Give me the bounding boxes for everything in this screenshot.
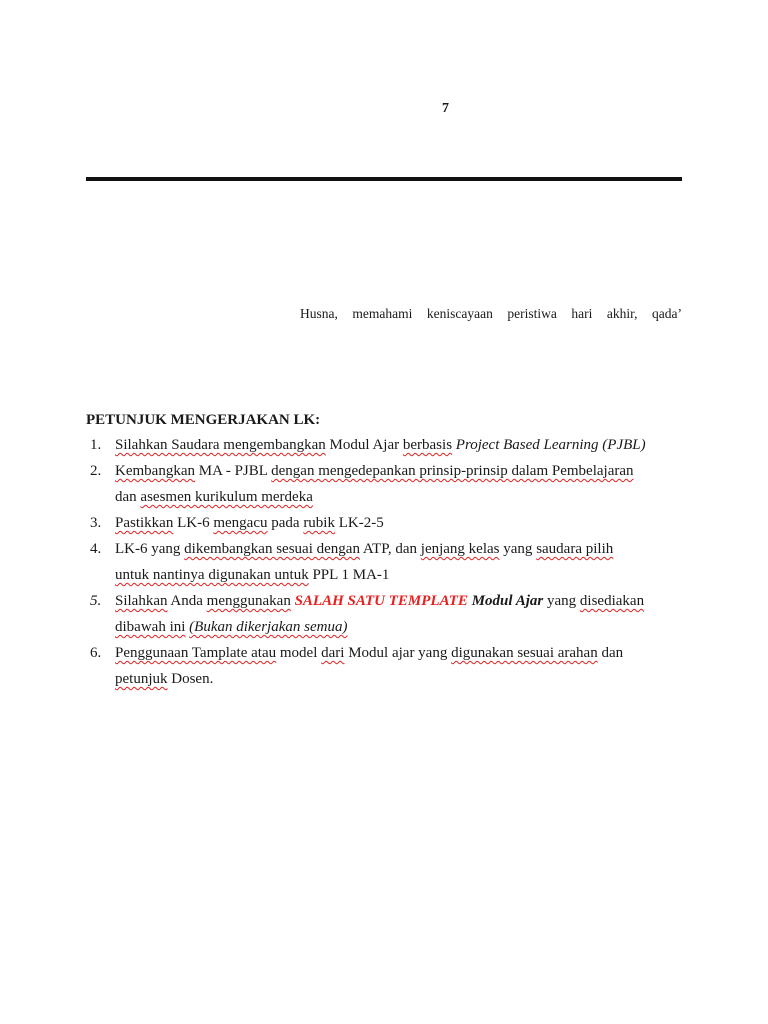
horizontal-rule	[86, 177, 682, 181]
item-text: dan	[115, 489, 141, 505]
item-line-2	[115, 562, 686, 588]
instruction-item	[86, 458, 686, 510]
item-text: Modul ajar yang	[344, 645, 452, 661]
template-emphasis: SALAH SATU TEMPLATE	[294, 593, 468, 609]
item-line-1	[115, 536, 686, 562]
item-text: LK-6 yang	[115, 541, 185, 557]
item-text: Penggunaan Tamplate atau	[115, 645, 277, 661]
item-text: PPL 1 MA-1	[308, 567, 390, 583]
item-text: yang	[543, 593, 580, 609]
item-text: menggunakan	[206, 593, 291, 609]
item-text: dan	[597, 645, 624, 661]
instruction-item	[86, 588, 686, 640]
instruction-item	[86, 510, 686, 536]
item-text: dengan mengedepankan prinsip-prinsip dalam Pembelajaran	[271, 463, 634, 479]
item-line-2	[115, 666, 686, 692]
item-line-1	[115, 588, 686, 614]
item-text: dari	[321, 645, 345, 661]
item-text: LK-2-5	[334, 515, 384, 531]
instruction-item	[86, 536, 686, 588]
item-text: Anda	[167, 593, 207, 609]
item-text: dikembangkan sesuai dengan	[184, 541, 360, 557]
item-text: model	[276, 645, 322, 661]
item-text: Project Based Learning (PJBL)	[455, 437, 646, 453]
item-text: dibawah ini	[115, 619, 186, 635]
item-text: berbasis	[402, 437, 453, 453]
item-text: (Bukan dikerjakan semua)	[189, 619, 348, 635]
item-text: digunakan sesuai arahan	[451, 645, 598, 661]
item-text: Silahkan	[115, 593, 168, 609]
item-text: ATP, dan	[359, 541, 421, 557]
item-text: Kembangkan	[115, 463, 195, 479]
text-fragment: Husna, memahami keniscayaan peristiwa hari akhir, qada’	[300, 306, 682, 321]
item-number: 3.	[90, 515, 102, 531]
item-text: petunjuk	[115, 671, 168, 687]
item-text: mengacu	[213, 515, 268, 531]
item-text: Silahkan Saudara mengembangkan	[115, 437, 326, 453]
item-line-2	[115, 614, 686, 640]
item-number: 1.	[90, 437, 102, 453]
instructions-heading: PETUNJUK MENGERJAKAN LK:	[86, 412, 321, 428]
item-text: disediakan	[579, 593, 645, 609]
item-text: Modul Ajar	[325, 437, 403, 453]
item-text: pada	[267, 515, 304, 531]
instruction-item	[86, 432, 686, 458]
item-text: Modul Ajar	[471, 593, 544, 609]
item-text: Dosen.	[167, 671, 214, 687]
item-text: Pastikkan	[115, 515, 174, 531]
item-line-1	[115, 432, 686, 458]
item-number: 4.	[90, 541, 102, 557]
item-text: jenjang kelas	[420, 541, 500, 557]
item-text: LK-6	[173, 515, 214, 531]
page-number: 7	[442, 101, 449, 116]
item-line-1	[115, 510, 686, 536]
item-number: 5.	[90, 593, 102, 609]
instruction-item	[86, 640, 686, 692]
item-text: saudara pilih	[536, 541, 614, 557]
item-text: rubik	[303, 515, 335, 531]
item-text: untuk nantinya digunakan untuk	[115, 567, 309, 583]
item-text: asesmen kurikulum merdeka	[140, 489, 313, 505]
item-text: MA - PJBL	[194, 463, 272, 479]
instructions-list	[86, 432, 686, 692]
item-number: 2.	[90, 463, 102, 479]
item-text: yang	[499, 541, 537, 557]
item-number: 6.	[90, 645, 102, 661]
item-line-2	[115, 484, 686, 510]
item-line-1	[115, 640, 686, 666]
item-line-1	[115, 458, 686, 484]
